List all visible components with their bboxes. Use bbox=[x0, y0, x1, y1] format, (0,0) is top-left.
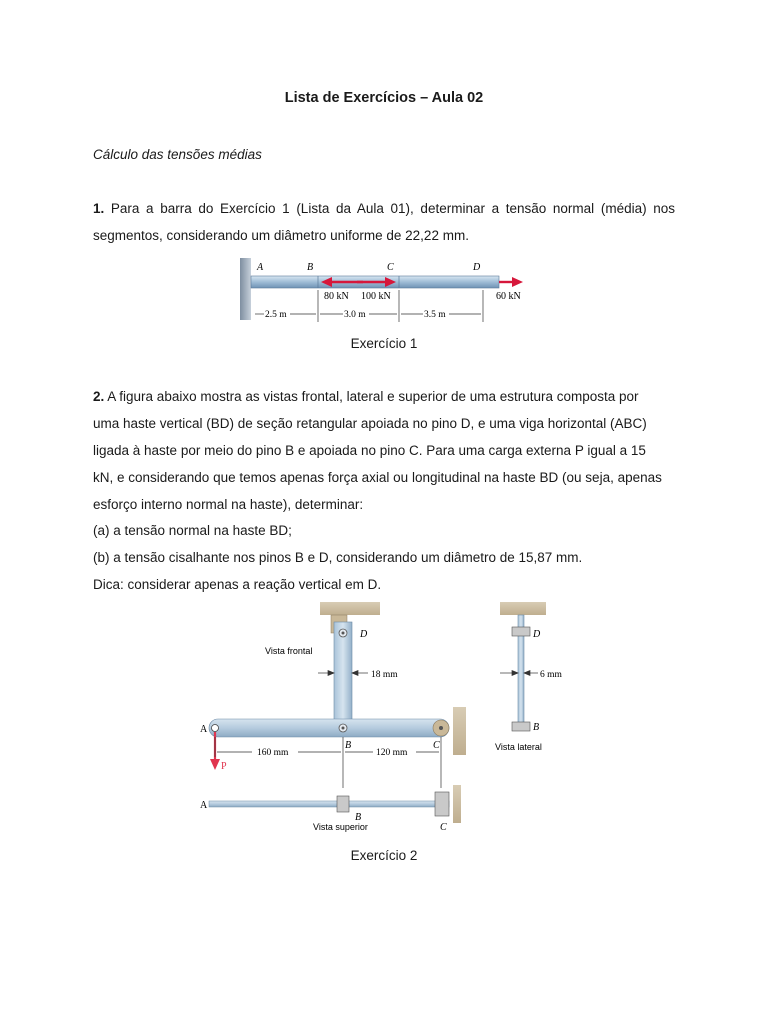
exercise-2-line-2: uma haste vertical (BD) de seção retangular apoiada no pino D, e uma viga horizontal (ABC) bbox=[93, 416, 647, 431]
point-label-c: C bbox=[387, 262, 394, 273]
pin-a-front bbox=[212, 725, 219, 732]
exercise-2-item-b: (b) a tensão cisalhante nos pinos B e D, considerando um diâmetro de 15,87 mm. bbox=[93, 550, 583, 565]
load-label-p: P bbox=[221, 761, 227, 772]
dim-label-2-5m: 2.5 m bbox=[265, 310, 287, 320]
label-c-top: C bbox=[440, 822, 447, 833]
point-label-d: D bbox=[473, 262, 481, 273]
dim-label-3-0m: 3.0 m bbox=[344, 310, 366, 320]
section-subtitle: Cálculo das tensões médias bbox=[93, 147, 262, 162]
force-label-60kn: 60 kN bbox=[496, 291, 521, 302]
dim-label-3-5m: 3.5 m bbox=[424, 310, 446, 320]
dim-width-bd: 18 mm bbox=[371, 670, 398, 680]
exercise-1-figure bbox=[235, 256, 535, 326]
wall-support bbox=[240, 258, 251, 320]
exercise-1-caption: Exercício 1 bbox=[350, 336, 418, 351]
right-support-top bbox=[453, 785, 461, 823]
rod-bd-front bbox=[334, 622, 352, 728]
exercise-2-line-3: ligada à haste por meio do pino B e apoiada no pino C. Para uma carga externa P igual a 15 bbox=[93, 443, 646, 458]
label-a-top: A bbox=[200, 800, 208, 811]
exercise-2-figure bbox=[195, 602, 585, 837]
view-label-top: Vista superior bbox=[313, 822, 368, 832]
exercise-2-line-4: kN, e considerando que temos apenas força axial ou longitudinal na haste BD (ou seja, apenas bbox=[93, 470, 662, 485]
beam-abc-top bbox=[209, 801, 449, 807]
top-view bbox=[200, 785, 461, 833]
force-arrow-60kn bbox=[499, 277, 523, 287]
label-d-front: D bbox=[360, 629, 368, 640]
label-d-side: D bbox=[533, 629, 541, 640]
dim-bc: 120 mm bbox=[376, 748, 408, 758]
point-label-b: B bbox=[307, 262, 314, 273]
beam-abc-front bbox=[209, 719, 449, 737]
right-support-front bbox=[453, 707, 466, 755]
exercise-2-number: 2. bbox=[93, 389, 105, 404]
view-label-front: Vista frontal bbox=[265, 646, 313, 656]
top-support-side bbox=[500, 602, 546, 615]
force-label-80kn: 80 kN bbox=[324, 291, 349, 302]
force-label-100kn: 100 kN bbox=[361, 291, 391, 302]
view-label-side: Vista lateral bbox=[495, 742, 542, 752]
exercise-2-line-1 bbox=[93, 389, 639, 404]
exercise-2-item-a: (a) a tensão normal na haste BD; bbox=[93, 523, 292, 538]
page-title: Lista de Exercícios – Aula 02 bbox=[284, 90, 484, 106]
top-support-front bbox=[320, 602, 380, 615]
exercise-1-number: 1. bbox=[93, 201, 105, 216]
exercise-1-statement: Para a barra do Exercício 1 (Lista da Aula 01), determinar a tensão normal (média) nos segmentos, considerando um diâmetro uniforme de 22,22 mm. bbox=[93, 201, 675, 243]
side-view bbox=[495, 602, 563, 752]
exercise-2-text-1: A figura abaixo mostra as vistas frontal, lateral e superior de uma estrutura composta por bbox=[107, 389, 639, 404]
label-b-side: B bbox=[533, 722, 540, 733]
exercise-2-line-5: esforço interno normal na haste), determinar: bbox=[93, 497, 364, 512]
label-a-front: A bbox=[200, 724, 208, 735]
exercise-2-caption: Exercício 2 bbox=[350, 848, 418, 863]
exercise-1-text bbox=[93, 195, 675, 249]
label-b-front: B bbox=[345, 740, 352, 751]
dim-side-thickness: 6 mm bbox=[540, 670, 562, 680]
exercise-2-hint: Dica: considerar apenas a reação vertical em D. bbox=[93, 577, 382, 592]
label-b-top: B bbox=[355, 812, 362, 823]
front-view bbox=[200, 602, 466, 788]
dim-ab: 160 mm bbox=[257, 748, 289, 758]
label-c-front: C bbox=[433, 740, 440, 751]
point-label-a: A bbox=[257, 262, 264, 273]
